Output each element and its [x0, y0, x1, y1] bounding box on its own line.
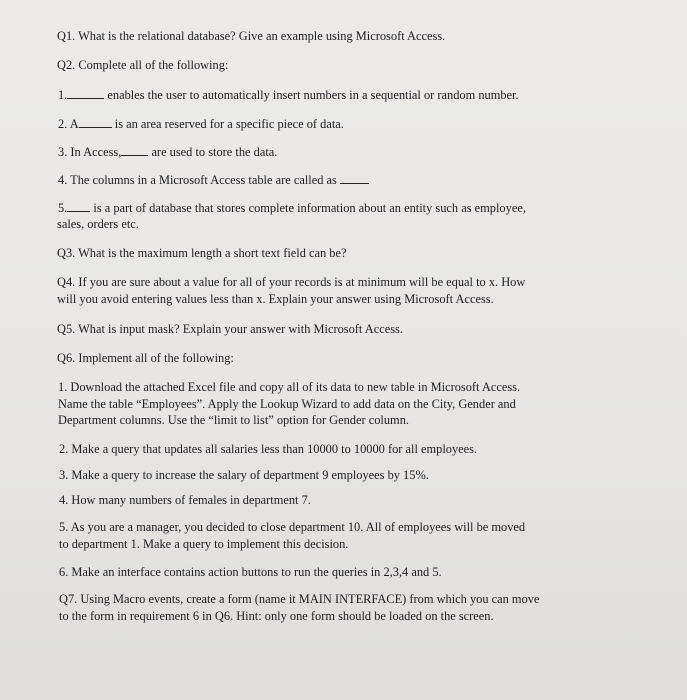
q2-item-2	[58, 116, 344, 132]
question-7-line-2: to the form in requirement 6 in Q6. Hint: only one form should be loaded on the screen.	[59, 609, 494, 623]
q6-item-5-line-2: to department 1. Make a query to implement this decision.	[59, 537, 349, 551]
q6-item-4: 4. How many numbers of females in department 7.	[59, 493, 311, 507]
question-4-line-2: will you avoid entering values less than x. Explain your answer using Microsoft Access.	[57, 292, 494, 306]
q2-item-5	[58, 200, 526, 216]
q2-item-5-text: is a part of database that stores complete information about an entity such as employee,	[93, 201, 526, 215]
q6-item-1-line-2: Name the table “Employees”. Apply the Lookup Wizard to add data on the City, Gender and	[58, 397, 516, 411]
q6-item-1-line-1: 1. Download the attached Excel file and copy all of its data to new table in Microsoft Access.	[58, 380, 521, 394]
blank-line	[67, 200, 90, 212]
question-3: Q3. What is the maximum length a short text field can be?	[57, 246, 347, 260]
blank-line	[79, 116, 112, 128]
q2-item-5-number: 5.	[58, 201, 68, 215]
question-2: Q2. Complete all of the following:	[57, 58, 229, 72]
question-5: Q5. What is input mask? Explain your answer with Microsoft Access.	[57, 322, 403, 336]
q2-item-2-prefix: 2. A	[58, 117, 79, 131]
blank-line	[121, 144, 148, 156]
q2-item-5-continued: sales, orders etc.	[57, 217, 139, 231]
q2-item-4	[58, 172, 369, 188]
q2-item-3	[58, 144, 277, 160]
blank-line	[67, 87, 104, 99]
q6-item-3: 3. Make a query to increase the salary of department 9 employees by 15%.	[59, 468, 429, 482]
q2-item-1-number: 1.	[58, 88, 68, 102]
blank-line	[340, 172, 369, 184]
q2-item-3-prefix: 3. In Access,	[58, 145, 122, 159]
question-7-line-1: Q7. Using Macro events, create a form (name it MAIN INTERFACE) from which you can move	[59, 592, 540, 606]
q2-item-3-text: are used to store the data.	[151, 145, 278, 159]
q2-item-4-text: 4. The columns in a Microsoft Access table are called as	[58, 173, 337, 187]
q2-item-1-text: enables the user to automatically insert numbers in a sequential or random number.	[107, 88, 519, 102]
question-1: Q1. What is the relational database? Give an example using Microsoft Access.	[57, 29, 446, 43]
question-6: Q6. Implement all of the following:	[57, 351, 234, 365]
q6-item-5-line-1: 5. As you are a manager, you decided to close department 10. All of employees will be moved	[59, 520, 526, 534]
q6-item-6: 6. Make an interface contains action buttons to run the queries in 2,3,4 and 5.	[59, 565, 442, 579]
q6-item-1-line-3: Department columns. Use the “limit to list” option for Gender column.	[58, 413, 409, 427]
q2-item-1	[58, 87, 519, 103]
q6-item-2: 2. Make a query that updates all salaries less than 10000 to 10000 for all employees.	[59, 442, 478, 456]
question-4-line-1: Q4. If you are sure about a value for all of your records is at minimum will be equal to x. How	[57, 275, 526, 289]
q2-item-2-text: is an area reserved for a specific piece of data.	[114, 117, 344, 131]
